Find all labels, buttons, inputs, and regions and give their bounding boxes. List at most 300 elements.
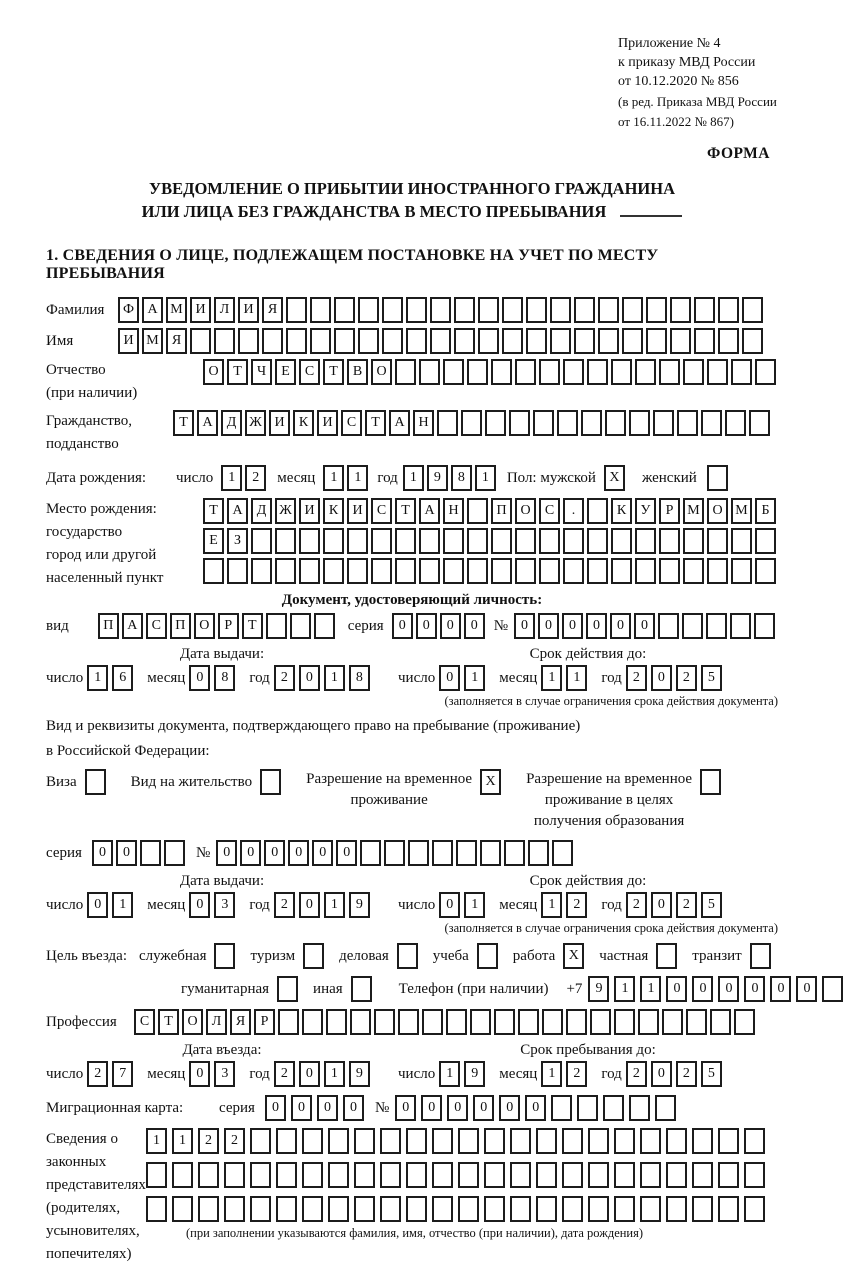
- citizenship-cell[interactable]: Т: [173, 410, 194, 436]
- guardians-cell[interactable]: [718, 1196, 739, 1222]
- male-checkbox-cell[interactable]: X: [604, 465, 625, 491]
- guardians-cell[interactable]: [354, 1128, 375, 1154]
- birth-place-cell[interactable]: [275, 528, 296, 554]
- birth-place-cell[interactable]: [395, 528, 416, 554]
- guardians-cell[interactable]: [380, 1162, 401, 1188]
- guardians-cell[interactable]: [406, 1128, 427, 1154]
- given-name-cell[interactable]: [502, 328, 523, 354]
- doc-series-cell[interactable]: 0: [416, 613, 437, 639]
- birth-place-cell[interactable]: [467, 528, 488, 554]
- guardians-cell[interactable]: [666, 1128, 687, 1154]
- citizenship-cell[interactable]: Ж: [245, 410, 266, 436]
- migration-number-cell[interactable]: [603, 1095, 624, 1121]
- guardians-cell[interactable]: [562, 1196, 583, 1222]
- phone-digit-cell[interactable]: [822, 976, 843, 1002]
- res-valid-year-cell[interactable]: 0: [651, 892, 672, 918]
- guardians-cell[interactable]: [328, 1196, 349, 1222]
- birth-place-cell[interactable]: М: [683, 498, 704, 524]
- guardians-cell[interactable]: [718, 1162, 739, 1188]
- birth-month-cell[interactable]: 1: [347, 465, 368, 491]
- birth-place-cell[interactable]: [635, 558, 656, 584]
- guardians-cell[interactable]: [614, 1128, 635, 1154]
- guardians-cell[interactable]: [614, 1162, 635, 1188]
- birth-place-cell[interactable]: [707, 528, 728, 554]
- given-name-cell[interactable]: [694, 328, 715, 354]
- citizenship-cell[interactable]: [461, 410, 482, 436]
- residence-number-cell[interactable]: [480, 840, 501, 866]
- citizenship-cell[interactable]: Т: [365, 410, 386, 436]
- migration-number-cell[interactable]: [629, 1095, 650, 1121]
- given-name-cell[interactable]: [574, 328, 595, 354]
- patronymic-cell[interactable]: О: [203, 359, 224, 385]
- given-name-cell[interactable]: [718, 328, 739, 354]
- title-blank-underline[interactable]: [620, 203, 682, 217]
- birth-place-cell[interactable]: [323, 558, 344, 584]
- guardians-cell[interactable]: [562, 1128, 583, 1154]
- birth-place-cell[interactable]: [707, 558, 728, 584]
- birth-place-cell[interactable]: [731, 528, 752, 554]
- female-checkbox-cell[interactable]: [707, 465, 728, 491]
- birth-place-cell[interactable]: А: [227, 498, 248, 524]
- guardians-cell[interactable]: [250, 1162, 271, 1188]
- doc-series-cell[interactable]: 0: [440, 613, 461, 639]
- guardians-cell[interactable]: [588, 1162, 609, 1188]
- birth-place-cell[interactable]: [251, 528, 272, 554]
- given-name-cell[interactable]: [214, 328, 235, 354]
- surname-cell[interactable]: [454, 297, 475, 323]
- given-name-cell[interactable]: [526, 328, 547, 354]
- surname-cell[interactable]: [502, 297, 523, 323]
- migration-number-cell[interactable]: 0: [395, 1095, 416, 1121]
- guardians-cell[interactable]: [484, 1128, 505, 1154]
- given-name-cell[interactable]: [334, 328, 355, 354]
- phone-digit-cell[interactable]: 1: [614, 976, 635, 1002]
- guardians-cell[interactable]: [250, 1128, 271, 1154]
- doc-number-cell[interactable]: 0: [610, 613, 631, 639]
- doc-number-cell[interactable]: [658, 613, 679, 639]
- birth-place-cell[interactable]: [587, 528, 608, 554]
- patronymic-cell[interactable]: Т: [323, 359, 344, 385]
- doc-kind-cell[interactable]: С: [146, 613, 167, 639]
- citizenship-cell[interactable]: [557, 410, 578, 436]
- surname-cell[interactable]: [646, 297, 667, 323]
- doc-kind-cell[interactable]: П: [170, 613, 191, 639]
- visa-checkbox-cell[interactable]: [85, 769, 106, 795]
- citizenship-cell[interactable]: А: [389, 410, 410, 436]
- surname-cell[interactable]: [526, 297, 547, 323]
- birth-place-cell[interactable]: [755, 558, 776, 584]
- birth-place-cell[interactable]: [635, 528, 656, 554]
- birth-place-cell[interactable]: [443, 528, 464, 554]
- given-name-cell[interactable]: М: [142, 328, 163, 354]
- res-valid-day-cell[interactable]: 1: [464, 892, 485, 918]
- birth-place-cell[interactable]: Т: [203, 498, 224, 524]
- citizenship-cell[interactable]: [437, 410, 458, 436]
- birth-place-cell[interactable]: [371, 558, 392, 584]
- surname-cell[interactable]: [622, 297, 643, 323]
- profession-cell[interactable]: [446, 1009, 467, 1035]
- residence-number-cell[interactable]: 0: [240, 840, 261, 866]
- guardians-cell[interactable]: [354, 1196, 375, 1222]
- guardians-cell[interactable]: [302, 1162, 323, 1188]
- migration-series-cell[interactable]: 0: [265, 1095, 286, 1121]
- given-name-cell[interactable]: [382, 328, 403, 354]
- patronymic-cell[interactable]: [563, 359, 584, 385]
- surname-cell[interactable]: [286, 297, 307, 323]
- res-valid-day-cell[interactable]: 0: [439, 892, 460, 918]
- birth-year-cell[interactable]: 9: [427, 465, 448, 491]
- stay-day-cell[interactable]: 9: [464, 1061, 485, 1087]
- guardians-cell[interactable]: [172, 1196, 193, 1222]
- res-valid-year-cell[interactable]: 5: [701, 892, 722, 918]
- doc-number-cell[interactable]: 0: [634, 613, 655, 639]
- migration-number-cell[interactable]: [655, 1095, 676, 1121]
- guardians-cell[interactable]: [536, 1128, 557, 1154]
- profession-cell[interactable]: [518, 1009, 539, 1035]
- birth-place-cell[interactable]: [251, 558, 272, 584]
- guardians-cell[interactable]: [432, 1128, 453, 1154]
- birth-place-cell[interactable]: А: [419, 498, 440, 524]
- citizenship-cell[interactable]: Д: [221, 410, 242, 436]
- stay-year-cell[interactable]: 2: [626, 1061, 647, 1087]
- residence-number-cell[interactable]: [408, 840, 429, 866]
- birth-place-cell[interactable]: [539, 558, 560, 584]
- given-name-cell[interactable]: [550, 328, 571, 354]
- patronymic-cell[interactable]: [755, 359, 776, 385]
- citizenship-cell[interactable]: К: [293, 410, 314, 436]
- surname-cell[interactable]: [430, 297, 451, 323]
- phone-digit-cell[interactable]: 0: [718, 976, 739, 1002]
- issue-year-cell[interactable]: 8: [349, 665, 370, 691]
- birth-place-cell[interactable]: С: [539, 498, 560, 524]
- residence-number-cell[interactable]: 0: [216, 840, 237, 866]
- patronymic-cell[interactable]: [539, 359, 560, 385]
- residence-number-cell[interactable]: [528, 840, 549, 866]
- guardians-cell[interactable]: [640, 1162, 661, 1188]
- valid-year-cell[interactable]: 5: [701, 665, 722, 691]
- birth-place-cell[interactable]: [611, 558, 632, 584]
- profession-cell[interactable]: [398, 1009, 419, 1035]
- birth-place-cell[interactable]: О: [707, 498, 728, 524]
- doc-number-cell[interactable]: 0: [586, 613, 607, 639]
- doc-number-cell[interactable]: [682, 613, 703, 639]
- birth-place-cell[interactable]: [491, 558, 512, 584]
- citizenship-cell[interactable]: [701, 410, 722, 436]
- issue-year-cell[interactable]: 2: [274, 665, 295, 691]
- residence-number-cell[interactable]: 0: [288, 840, 309, 866]
- given-name-cell[interactable]: Я: [166, 328, 187, 354]
- citizenship-cell[interactable]: [485, 410, 506, 436]
- guardians-cell[interactable]: [588, 1128, 609, 1154]
- guardians-cell[interactable]: [406, 1162, 427, 1188]
- doc-series-cell[interactable]: 0: [392, 613, 413, 639]
- guardians-cell[interactable]: [328, 1162, 349, 1188]
- birth-place-cell[interactable]: И: [299, 498, 320, 524]
- birth-place-cell[interactable]: З: [227, 528, 248, 554]
- guardians-cell[interactable]: [484, 1196, 505, 1222]
- profession-cell[interactable]: [302, 1009, 323, 1035]
- surname-cell[interactable]: [406, 297, 427, 323]
- doc-kind-cell[interactable]: А: [122, 613, 143, 639]
- birth-place-cell[interactable]: Т: [395, 498, 416, 524]
- doc-number-cell[interactable]: 0: [562, 613, 583, 639]
- birth-year-cell[interactable]: 1: [475, 465, 496, 491]
- birth-day-cell[interactable]: 2: [245, 465, 266, 491]
- birth-place-cell[interactable]: [467, 558, 488, 584]
- profession-cell[interactable]: [590, 1009, 611, 1035]
- birth-place-cell[interactable]: [659, 558, 680, 584]
- birth-place-cell[interactable]: Р: [659, 498, 680, 524]
- citizenship-cell[interactable]: И: [269, 410, 290, 436]
- birth-place-cell[interactable]: Ж: [275, 498, 296, 524]
- profession-cell[interactable]: [566, 1009, 587, 1035]
- purpose-checkbox-cell[interactable]: [750, 943, 771, 969]
- guardians-cell[interactable]: [692, 1196, 713, 1222]
- phone-digit-cell[interactable]: 0: [744, 976, 765, 1002]
- temp-residence-checkbox-cell[interactable]: X: [480, 769, 501, 795]
- res-valid-year-cell[interactable]: 2: [676, 892, 697, 918]
- guardians-cell[interactable]: [744, 1128, 765, 1154]
- given-name-cell[interactable]: И: [118, 328, 139, 354]
- birth-place-cell[interactable]: Б: [755, 498, 776, 524]
- valid-month-cell[interactable]: 1: [541, 665, 562, 691]
- birth-place-cell[interactable]: [563, 528, 584, 554]
- guardians-cell[interactable]: [380, 1128, 401, 1154]
- purpose-checkbox-cell[interactable]: [656, 943, 677, 969]
- profession-cell[interactable]: [278, 1009, 299, 1035]
- entry-month-cell[interactable]: 3: [214, 1061, 235, 1087]
- guardians-cell[interactable]: [666, 1162, 687, 1188]
- doc-kind-cell[interactable]: [314, 613, 335, 639]
- permit-checkbox-cell[interactable]: [260, 769, 281, 795]
- given-name-cell[interactable]: [598, 328, 619, 354]
- res-issue-month-cell[interactable]: 3: [214, 892, 235, 918]
- birth-place-cell[interactable]: [371, 528, 392, 554]
- entry-year-cell[interactable]: 1: [324, 1061, 345, 1087]
- given-name-cell[interactable]: [646, 328, 667, 354]
- surname-cell[interactable]: [598, 297, 619, 323]
- residence-series-cell[interactable]: [140, 840, 161, 866]
- issue-day-cell[interactable]: 1: [87, 665, 108, 691]
- profession-cell[interactable]: [374, 1009, 395, 1035]
- birth-place-cell[interactable]: [395, 558, 416, 584]
- citizenship-cell[interactable]: Н: [413, 410, 434, 436]
- valid-day-cell[interactable]: 0: [439, 665, 460, 691]
- patronymic-cell[interactable]: С: [299, 359, 320, 385]
- purpose-checkbox-cell[interactable]: [477, 943, 498, 969]
- stay-year-cell[interactable]: 5: [701, 1061, 722, 1087]
- phone-digit-cell[interactable]: 0: [692, 976, 713, 1002]
- given-name-cell[interactable]: [310, 328, 331, 354]
- surname-cell[interactable]: М: [166, 297, 187, 323]
- birth-place-cell[interactable]: [227, 558, 248, 584]
- guardians-cell[interactable]: [718, 1128, 739, 1154]
- patronymic-cell[interactable]: Е: [275, 359, 296, 385]
- birth-place-cell[interactable]: [659, 528, 680, 554]
- citizenship-cell[interactable]: [533, 410, 554, 436]
- doc-kind-cell[interactable]: Т: [242, 613, 263, 639]
- birth-place-cell[interactable]: [515, 528, 536, 554]
- citizenship-cell[interactable]: [749, 410, 770, 436]
- birth-place-cell[interactable]: .: [563, 498, 584, 524]
- guardians-cell[interactable]: [744, 1196, 765, 1222]
- res-issue-year-cell[interactable]: 1: [324, 892, 345, 918]
- citizenship-cell[interactable]: [629, 410, 650, 436]
- birth-place-cell[interactable]: [347, 528, 368, 554]
- phone-digit-cell[interactable]: 0: [796, 976, 817, 1002]
- surname-cell[interactable]: [478, 297, 499, 323]
- migration-series-cell[interactable]: 0: [291, 1095, 312, 1121]
- guardians-cell[interactable]: [458, 1128, 479, 1154]
- birth-place-cell[interactable]: [683, 528, 704, 554]
- guardians-cell[interactable]: [380, 1196, 401, 1222]
- birth-year-cell[interactable]: 8: [451, 465, 472, 491]
- res-issue-day-cell[interactable]: 0: [87, 892, 108, 918]
- given-name-cell[interactable]: [406, 328, 427, 354]
- birth-place-cell[interactable]: [203, 558, 224, 584]
- given-name-cell[interactable]: [190, 328, 211, 354]
- patronymic-cell[interactable]: [707, 359, 728, 385]
- issue-month-cell[interactable]: 0: [189, 665, 210, 691]
- birth-place-cell[interactable]: [275, 558, 296, 584]
- profession-cell[interactable]: С: [134, 1009, 155, 1035]
- patronymic-cell[interactable]: В: [347, 359, 368, 385]
- guardians-cell[interactable]: [432, 1196, 453, 1222]
- residence-number-cell[interactable]: [360, 840, 381, 866]
- residence-series-cell[interactable]: [164, 840, 185, 866]
- guardians-cell[interactable]: [302, 1196, 323, 1222]
- migration-number-cell[interactable]: [577, 1095, 598, 1121]
- doc-number-cell[interactable]: [754, 613, 775, 639]
- given-name-cell[interactable]: [742, 328, 763, 354]
- surname-cell[interactable]: [334, 297, 355, 323]
- res-valid-month-cell[interactable]: 2: [566, 892, 587, 918]
- residence-number-cell[interactable]: [504, 840, 525, 866]
- purpose-checkbox-cell[interactable]: [303, 943, 324, 969]
- guardians-cell[interactable]: [536, 1162, 557, 1188]
- stay-year-cell[interactable]: 0: [651, 1061, 672, 1087]
- profession-cell[interactable]: [710, 1009, 731, 1035]
- given-name-cell[interactable]: [478, 328, 499, 354]
- surname-cell[interactable]: [382, 297, 403, 323]
- birth-place-cell[interactable]: [731, 558, 752, 584]
- surname-cell[interactable]: Л: [214, 297, 235, 323]
- birth-place-cell[interactable]: [467, 498, 488, 524]
- guardians-cell[interactable]: [224, 1162, 245, 1188]
- patronymic-cell[interactable]: [731, 359, 752, 385]
- birth-place-cell[interactable]: [347, 558, 368, 584]
- patronymic-cell[interactable]: [491, 359, 512, 385]
- guardians-cell[interactable]: [484, 1162, 505, 1188]
- profession-cell[interactable]: Я: [230, 1009, 251, 1035]
- guardians-cell[interactable]: [276, 1196, 297, 1222]
- guardians-cell[interactable]: [406, 1196, 427, 1222]
- birth-place-cell[interactable]: [299, 528, 320, 554]
- doc-number-cell[interactable]: [730, 613, 751, 639]
- patronymic-cell[interactable]: [515, 359, 536, 385]
- guardians-cell[interactable]: [588, 1196, 609, 1222]
- surname-cell[interactable]: [694, 297, 715, 323]
- guardians-cell[interactable]: [510, 1196, 531, 1222]
- issue-month-cell[interactable]: 8: [214, 665, 235, 691]
- stay-month-cell[interactable]: 1: [541, 1061, 562, 1087]
- profession-cell[interactable]: [494, 1009, 515, 1035]
- birth-place-cell[interactable]: П: [491, 498, 512, 524]
- valid-year-cell[interactable]: 2: [676, 665, 697, 691]
- birth-month-cell[interactable]: 1: [323, 465, 344, 491]
- birth-place-cell[interactable]: К: [323, 498, 344, 524]
- birth-place-cell[interactable]: [587, 498, 608, 524]
- citizenship-cell[interactable]: [509, 410, 530, 436]
- profession-cell[interactable]: [662, 1009, 683, 1035]
- profession-cell[interactable]: О: [182, 1009, 203, 1035]
- guardians-cell[interactable]: [198, 1196, 219, 1222]
- birth-place-cell[interactable]: К: [611, 498, 632, 524]
- residence-number-cell[interactable]: [456, 840, 477, 866]
- phone-digit-cell[interactable]: 1: [640, 976, 661, 1002]
- birth-place-cell[interactable]: С: [371, 498, 392, 524]
- birth-place-cell[interactable]: Д: [251, 498, 272, 524]
- profession-cell[interactable]: [542, 1009, 563, 1035]
- doc-kind-cell[interactable]: [266, 613, 287, 639]
- citizenship-cell[interactable]: И: [317, 410, 338, 436]
- temp-residence-edu-checkbox-cell[interactable]: [700, 769, 721, 795]
- guardians-cell[interactable]: [172, 1162, 193, 1188]
- citizenship-cell[interactable]: А: [197, 410, 218, 436]
- phone-digit-cell[interactable]: 9: [588, 976, 609, 1002]
- residence-series-cell[interactable]: 0: [116, 840, 137, 866]
- given-name-cell[interactable]: [238, 328, 259, 354]
- birth-place-cell[interactable]: И: [347, 498, 368, 524]
- res-issue-day-cell[interactable]: 1: [112, 892, 133, 918]
- surname-cell[interactable]: А: [142, 297, 163, 323]
- birth-place-cell[interactable]: [611, 528, 632, 554]
- citizenship-cell[interactable]: С: [341, 410, 362, 436]
- profession-cell[interactable]: Л: [206, 1009, 227, 1035]
- guardians-cell[interactable]: [744, 1162, 765, 1188]
- birth-place-cell[interactable]: М: [731, 498, 752, 524]
- entry-month-cell[interactable]: 0: [189, 1061, 210, 1087]
- given-name-cell[interactable]: [358, 328, 379, 354]
- birth-day-cell[interactable]: 1: [221, 465, 242, 491]
- res-valid-month-cell[interactable]: 1: [541, 892, 562, 918]
- guardians-cell[interactable]: [302, 1128, 323, 1154]
- patronymic-cell[interactable]: [683, 359, 704, 385]
- phone-digit-cell[interactable]: 0: [666, 976, 687, 1002]
- profession-cell[interactable]: [326, 1009, 347, 1035]
- guardians-cell[interactable]: [614, 1196, 635, 1222]
- profession-cell[interactable]: Т: [158, 1009, 179, 1035]
- given-name-cell[interactable]: [670, 328, 691, 354]
- patronymic-cell[interactable]: [419, 359, 440, 385]
- birth-place-cell[interactable]: [443, 558, 464, 584]
- given-name-cell[interactable]: [430, 328, 451, 354]
- guardians-cell[interactable]: [640, 1196, 661, 1222]
- res-issue-year-cell[interactable]: 0: [299, 892, 320, 918]
- patronymic-cell[interactable]: [611, 359, 632, 385]
- given-name-cell[interactable]: [454, 328, 475, 354]
- purpose-checkbox-cell[interactable]: [397, 943, 418, 969]
- migration-number-cell[interactable]: 0: [421, 1095, 442, 1121]
- patronymic-cell[interactable]: [395, 359, 416, 385]
- guardians-cell[interactable]: [146, 1162, 167, 1188]
- guardians-cell[interactable]: [432, 1162, 453, 1188]
- guardians-cell[interactable]: [354, 1162, 375, 1188]
- surname-cell[interactable]: [670, 297, 691, 323]
- surname-cell[interactable]: [310, 297, 331, 323]
- doc-series-cell[interactable]: 0: [464, 613, 485, 639]
- residence-number-cell[interactable]: [384, 840, 405, 866]
